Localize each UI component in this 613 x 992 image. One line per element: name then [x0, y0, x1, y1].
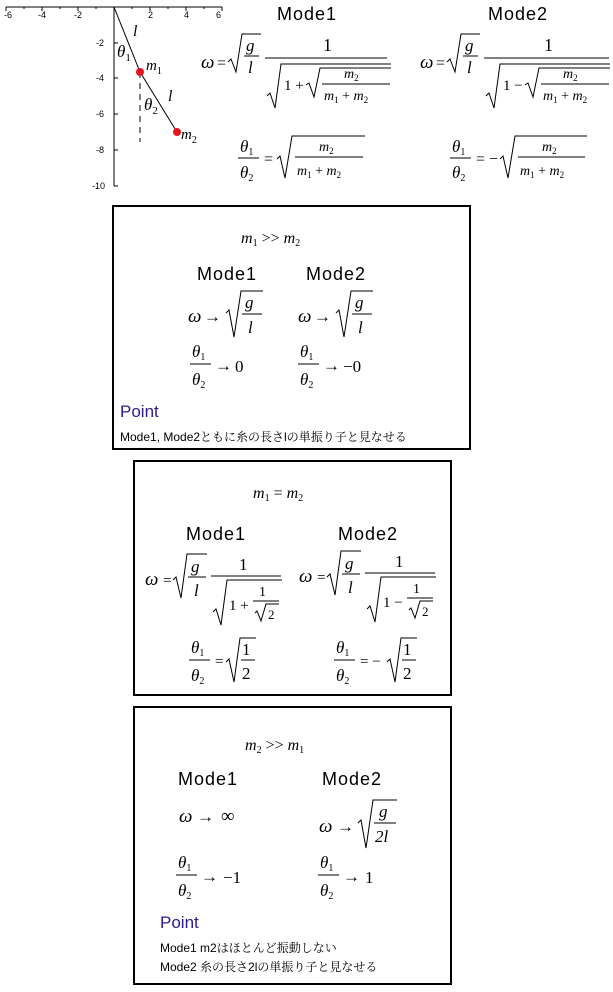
svg-text:θ2: θ2: [320, 881, 334, 902]
svg-text:→: →: [343, 867, 360, 886]
top-formulas: [195, 28, 613, 193]
svg-text:=: =: [217, 55, 227, 72]
x-tick-label: 2: [148, 10, 154, 20]
mass-m2: [173, 128, 181, 136]
svg-text:1: 1: [259, 585, 266, 600]
box1-mode2-omega: [298, 291, 373, 337]
svg-text:θ1: θ1: [320, 853, 334, 874]
y-tick-marks: [114, 43, 118, 186]
x-tick-label: 6: [216, 10, 222, 20]
x-tick-label: -6: [4, 10, 13, 20]
svg-text:1: 1: [403, 640, 412, 659]
box2-mode1-ratio: [189, 638, 256, 687]
svg-text:2: 2: [422, 604, 429, 619]
case-box-m2-heavy: [133, 706, 452, 985]
svg-text:=: =: [317, 570, 326, 586]
label-l-bottom: l: [168, 88, 173, 105]
svg-text:l: l: [248, 318, 253, 337]
box1-formulas: [114, 207, 469, 448]
svg-text:2: 2: [242, 664, 251, 683]
svg-text:ω: ω: [298, 306, 312, 327]
top-mode2-title: Mode2: [488, 4, 549, 24]
svg-text:=: =: [436, 55, 446, 72]
mode2-ratio-formula: [450, 136, 587, 184]
box1-ratio1-limit: 0: [235, 357, 244, 376]
svg-text:θ1: θ1: [336, 638, 350, 659]
svg-text:m2: $m_2$: [542, 140, 557, 156]
box1-mode1-omega: [188, 291, 263, 337]
svg-text:= −: = −: [360, 654, 381, 670]
box1-mode1-ratio: [190, 342, 244, 391]
svg-text:1 +: 1 +: [229, 598, 249, 614]
svg-text:m2: $m_2$: [319, 140, 334, 156]
svg-text:g: g: [379, 802, 388, 821]
box3-mode1-omega: [179, 806, 235, 827]
label-m1: $m_1$: [146, 58, 162, 77]
svg-text:g: g: [191, 557, 200, 576]
svg-text:→: →: [323, 356, 340, 375]
svg-text:m1 + m2: $m_1 + m_2$: [324, 89, 369, 105]
svg-text:=: =: [163, 573, 172, 589]
svg-text:g: g: [345, 554, 354, 573]
svg-text:l: l: [467, 58, 472, 77]
case-box-m1-heavy: [112, 205, 471, 450]
mode1-omega-formula: [201, 34, 391, 108]
svg-text:l: l: [194, 581, 199, 600]
y-tick-label: -6: [96, 109, 105, 119]
svg-text:θ2: θ2: [336, 666, 350, 687]
box3-omega2-den: 2l: [375, 827, 389, 846]
box3-mode1-ratio: [176, 853, 241, 902]
svg-text:m1 + m2: $m_1 + m_2$: [297, 164, 342, 180]
svg-text:2: 2: [268, 607, 275, 622]
svg-text:θ2: θ2: [452, 163, 466, 184]
svg-text:= −: = −: [476, 151, 499, 168]
svg-text:ω: ω: [201, 52, 215, 73]
svg-text:g: g: [355, 293, 364, 312]
svg-text:m1 + m2: $m_1 + m_2$: [543, 89, 588, 105]
box3-mode2-ratio: [318, 853, 374, 902]
svg-text:m1 + m2: $m_1 + m_2$: [520, 164, 565, 180]
top-mode1-title: Mode1: [277, 4, 338, 24]
box2-mode1-omega: [145, 554, 282, 625]
box3-mode2-title: Mode2: [322, 769, 383, 789]
svg-text:θ2: θ2: [191, 666, 205, 687]
svg-text:1: 1: [413, 582, 420, 597]
svg-text:ω: ω: [319, 816, 333, 837]
svg-text:=: =: [215, 654, 224, 670]
box3-note-line1: Mode1 m2はほとんど振動しない: [160, 941, 337, 955]
box1-point-label: Point: [120, 402, 159, 421]
svg-text:→: →: [337, 817, 354, 836]
svg-text:g: g: [465, 36, 474, 55]
box1-mode2-ratio: [298, 342, 361, 391]
svg-text:θ1: θ1: [191, 638, 205, 659]
y-tick-label: -10: [92, 181, 106, 191]
box1-mode2-title: Mode2: [306, 264, 367, 284]
svg-text:θ2: θ2: [192, 370, 206, 391]
box1-note: Mode1, Mode2ともに糸の長さlの単振り子と見なせる: [120, 430, 407, 444]
svg-text:l: l: [348, 578, 353, 597]
svg-text:→: →: [197, 807, 214, 826]
svg-text:1 +: 1 +: [284, 78, 304, 94]
svg-text:θ2: θ2: [300, 370, 314, 391]
svg-text:θ2: θ2: [240, 163, 254, 184]
box3-condition: m2 >> m1: [245, 737, 305, 756]
box2-mode2-ratio: [334, 638, 417, 687]
y-tick-label: -8: [96, 145, 105, 155]
x-tick-label: -2: [74, 10, 83, 20]
y-tick-label: -2: [96, 38, 105, 48]
box3-mode1-title: Mode1: [178, 769, 239, 789]
svg-text:ω: ω: [145, 569, 159, 590]
box3-note-line2: Mode2 糸の長さ2lの単振り子と見なせる: [160, 960, 378, 974]
svg-text:1 −: 1 −: [503, 78, 523, 94]
y-tick-label: -4: [96, 73, 105, 83]
box2-formulas: [135, 462, 450, 694]
box3-ratio1-limit: −1: [223, 868, 242, 887]
svg-text:=: =: [264, 151, 274, 168]
label-m2: $m_2$: [181, 127, 197, 146]
svg-text:→: →: [314, 307, 331, 326]
pendulum-graph: [0, 0, 225, 195]
svg-text:1: 1: [395, 552, 404, 571]
svg-text:ω: ω: [179, 806, 193, 827]
label-theta2: $\theta_2$: [144, 95, 158, 117]
svg-text:ω: ω: [188, 306, 202, 327]
box3-mode2-omega: [319, 800, 397, 848]
x-tick-label: 4: [184, 10, 190, 20]
svg-text:l: l: [358, 318, 363, 337]
svg-text:θ1: θ1: [192, 342, 206, 363]
box1-condition: m1 >> m2: [241, 230, 301, 249]
box3-ratio2-limit: 1: [365, 868, 374, 887]
mass-m1: [136, 68, 144, 76]
box2-mode2-title: Mode2: [338, 524, 399, 544]
x-tick-label: -4: [38, 10, 47, 20]
box3-omega1-limit: ∞: [221, 806, 235, 827]
svg-text:m2: $m_2$: [344, 67, 359, 83]
mode1-ratio-formula: [238, 136, 365, 184]
svg-text:g: g: [246, 36, 255, 55]
mode2-omega-formula: [420, 34, 610, 108]
box1-ratio2-limit: −0: [343, 357, 362, 376]
svg-text:→: →: [215, 356, 232, 375]
box2-mode2-omega: [299, 551, 436, 622]
svg-text:ω: ω: [420, 52, 434, 73]
box3-point-label: Point: [160, 913, 199, 932]
svg-text:θ1: θ1: [178, 853, 192, 874]
label-l-top: l: [133, 23, 138, 40]
svg-text:2: 2: [403, 664, 412, 683]
svg-text:g: g: [245, 293, 254, 312]
svg-text:1 −: 1 −: [383, 595, 403, 611]
box2-condition: m1 = m2: [253, 485, 304, 504]
svg-text:1: 1: [239, 555, 248, 574]
svg-text:→: →: [201, 867, 218, 886]
svg-text:1: 1: [242, 640, 251, 659]
svg-text:→: →: [204, 307, 221, 326]
svg-text:1: 1: [323, 35, 332, 55]
svg-text:θ1: θ1: [300, 342, 314, 363]
svg-text:θ1: θ1: [452, 137, 466, 158]
box1-mode1-title: Mode1: [197, 264, 258, 284]
svg-text:ω: ω: [299, 566, 313, 587]
svg-text:1: 1: [544, 35, 553, 55]
svg-text:θ1: θ1: [240, 137, 254, 158]
svg-text:l: l: [248, 58, 253, 77]
label-theta1: $\theta_1$: [117, 42, 131, 64]
svg-text:m2: $m_2$: [563, 67, 578, 83]
svg-text:θ2: θ2: [178, 881, 192, 902]
box2-mode1-title: Mode1: [186, 524, 247, 544]
case-box-equal-mass: [133, 460, 452, 696]
